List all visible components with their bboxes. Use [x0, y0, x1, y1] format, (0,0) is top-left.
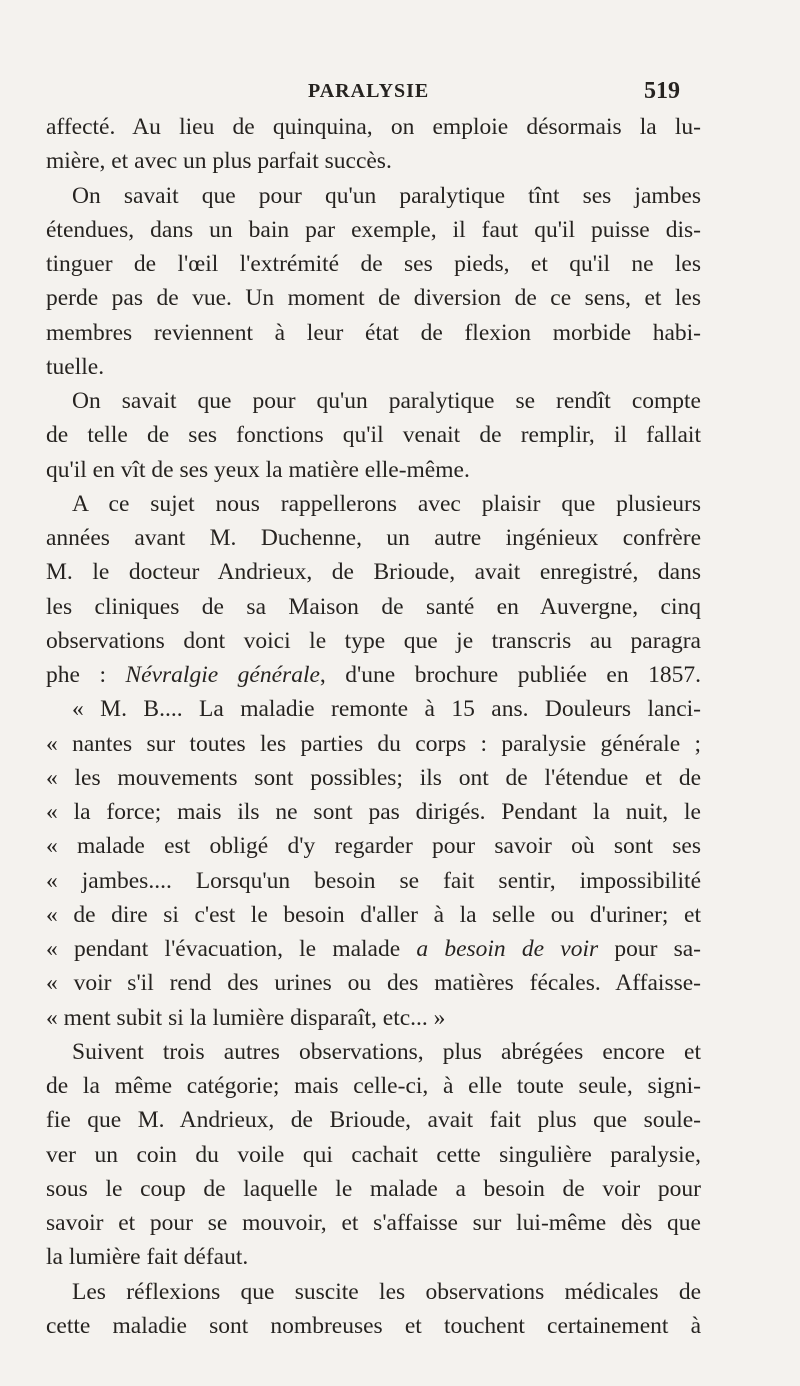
text-line: mière, et avec un plus parfait succès.: [46, 148, 392, 175]
text-line: « ment subit si la lumière disparaît, etc... »: [46, 1004, 446, 1031]
text-line: perde pas de vue. Un moment de diversion de ce sens, et les: [46, 285, 701, 312]
text-line: de telle de ses fonctions qu'il venait de remplir, il fallait: [46, 422, 701, 449]
page-number: 519: [644, 78, 680, 104]
text-line: Les réflexions que suscite les observations médicales de: [72, 1278, 701, 1305]
text-line: ver un coin du voile qui cachait cette singulière paralysie,: [46, 1141, 701, 1168]
italic-text: Névralgie générale: [125, 662, 320, 688]
text-line: On savait que pour qu'un paralytique se rendît compte: [72, 388, 701, 414]
text-segment: phe :: [46, 662, 126, 688]
text-line: « malade est obligé d'y regarder pour savoir où sont ses: [46, 833, 701, 860]
text-line: « M. B.... La maladie remonte à 15 ans. Douleurs lanci-: [72, 696, 701, 723]
text-line: [46, 932, 701, 966]
text-line: affecté. Au lieu de quinquina, on emploie désormais la lu-: [46, 114, 701, 140]
text-line: A ce sujet nous rappellerons avec plaisir que plusieurs: [72, 490, 701, 517]
body-text: [46, 110, 701, 1343]
text-line: savoir et pour se mouvoir, et s'affaisse sur lui-même dès que: [46, 1210, 701, 1236]
page-header: [0, 80, 800, 110]
text-line: les cliniques de sa Maison de santé en Auvergne, cinq: [46, 593, 701, 620]
text-line: années avant M. Duchenne, un autre ingénieux confrère: [46, 525, 701, 551]
text-line: sous le coup de laquelle le malade a besoin de voir pour: [46, 1175, 701, 1202]
text-line: de la même catégorie; mais celle-ci, à elle toute seule, signi-: [46, 1073, 701, 1099]
text-line: Suivent trois autres observations, plus abrégées encore et: [72, 1038, 701, 1065]
text-line: « les mouvements sont possibles; ils ont de l'étendue et de: [46, 764, 701, 791]
italic-text: a besoin de voir: [416, 936, 599, 962]
text-segment: pour sa-: [598, 936, 702, 962]
text-segment: , d'une brochure publiée en 1857.: [319, 662, 702, 688]
running-title: PARALYSIE: [308, 80, 430, 102]
text-line: « nantes sur toutes les parties du corps : paralysie générale ;: [46, 730, 701, 757]
text-segment: « pendant l'évacuation, le malade: [46, 936, 417, 962]
text-line: M. le docteur Andrieux, de Brioude, avait enregistré, dans: [46, 559, 701, 586]
text-line: membres reviennent à leur état de flexion morbide habi-: [46, 319, 701, 346]
text-line: On savait que pour qu'un paralytique tînt ses jambes: [72, 182, 701, 209]
text-line: observations dont voici le type que je transcris au paragra: [46, 627, 701, 654]
text-line: « jambes.... Lorsqu'un besoin se fait sentir, impossibilité: [46, 867, 701, 894]
text-line: [46, 658, 701, 692]
text-line: « voir s'il rend des urines ou des matières fécales. Affaisse-: [46, 970, 701, 997]
text-line: tuelle.: [46, 353, 105, 380]
text-line: qu'il en vît de ses yeux la matière elle-même.: [46, 456, 470, 483]
text-line: cette maladie sont nombreuses et touchent certainement à: [46, 1312, 701, 1339]
text-line: étendues, dans un bain par exemple, il faut qu'il puisse dis-: [46, 216, 701, 243]
text-line: la lumière fait défaut.: [46, 1244, 249, 1271]
text-line: « de dire si c'est le besoin d'aller à la selle ou d'uriner; et: [46, 901, 701, 928]
text-line: « la force; mais ils ne sont pas dirigés. Pendant la nuit, le: [46, 799, 701, 825]
text-line: fie que M. Andrieux, de Brioude, avait fait plus que soule-: [46, 1107, 701, 1134]
text-line: tinguer de l'œil l'extrémité de ses pieds, et qu'il ne les: [46, 251, 701, 277]
